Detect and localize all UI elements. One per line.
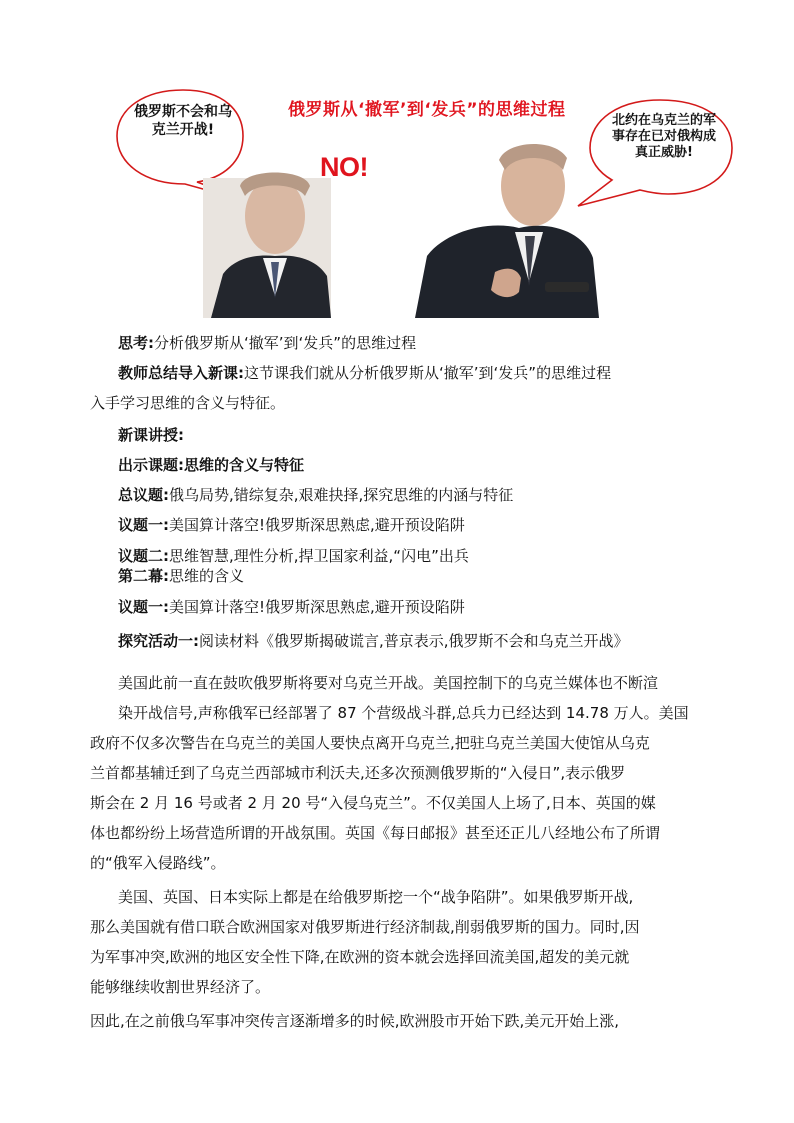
figure-title: 俄罗斯从‘撤军’到‘发兵”的思维过程 <box>288 100 566 120</box>
total-topic-line <box>118 480 718 510</box>
topic2-text: 思维智慧,理性分析,捍卫国家利益,“闪电”出兵 <box>169 547 469 565</box>
p1-line-6: 体也都纷纷上场营造所谓的开战氛围。英国《每日邮报》甚至还正儿八经地公布了所谓 <box>90 824 661 842</box>
p1-line-1: 美国此前一直在鼓吹俄罗斯将要对乌克兰开战。美国控制下的乌克兰媒体也不断渲 <box>118 674 659 692</box>
paragraph-2 <box>90 882 718 1002</box>
bubble-right-text: 北约在乌克兰的军事存在已对俄构成真正威胁! <box>611 113 716 160</box>
p1-line-3: 政府不仅多次警告在乌克兰的美国人要快点离开乌克兰,把驻乌克兰美国大使馆从乌克 <box>90 734 650 752</box>
total-topic-label: 总议题: <box>118 486 169 504</box>
show-topic-heading: 出示课题:思维的含义与特征 <box>118 456 304 474</box>
p2-line-1: 美国、英国、日本实际上都是在给俄罗斯挖一个“战争陷阱”。如果俄罗斯开战, <box>118 888 634 906</box>
topic1-line <box>118 510 718 540</box>
think-text: 分析俄罗斯从‘撤军’到‘发兵”的思维过程 <box>154 334 417 352</box>
act2-label: 第二幕: <box>118 567 169 585</box>
p1-line-7: 的“俄军入侵路线”。 <box>90 854 226 872</box>
topic1b-label: 议题一: <box>118 598 169 616</box>
p2-line-3: 为军事冲突,欧洲的地区安全性下降,在欧洲的资本就会选择回流美国,超发的美元就 <box>90 948 630 966</box>
think-label: 思考: <box>118 334 154 352</box>
lesson-section <box>118 420 718 656</box>
explore-label: 探究活动一: <box>118 632 199 650</box>
topic1-text: 美国算计落空!俄罗斯深思熟虑,避开预设陷阱 <box>169 516 465 534</box>
bubble-left-text: 俄罗斯不会和乌克兰开战! <box>134 104 232 138</box>
explore-line <box>118 626 718 656</box>
total-topic-text: 俄乌局势,错综复杂,艰难抉择,探究思维的内涵与特征 <box>169 486 514 504</box>
document-body <box>118 328 708 388</box>
topic2-line <box>118 546 718 566</box>
p1-line-4: 兰首都基辅迁到了乌克兰西部城市利沃夫,还多次预测俄罗斯的“入侵日”,表示俄罗 <box>90 764 626 782</box>
teacher-line-continued: 入手学习思维的含义与特征。 <box>90 394 286 412</box>
paragraph-3: 因此,在之前俄乌军事冲突传言逐渐增多的时候,欧洲股市开始下跌,美元开始上涨, <box>90 1012 620 1030</box>
topic1-label: 议题一: <box>118 516 169 534</box>
p2-line-2: 那么美国就有借口联合欧洲国家对俄罗斯进行经济制裁,削弱俄罗斯的国力。同时,因 <box>90 918 640 936</box>
topic1b-line <box>118 592 718 622</box>
p2-line-4: 能够继续收割世界经济了。 <box>90 978 271 996</box>
portrait-left <box>203 173 331 319</box>
topic1b-text: 美国算计落空!俄罗斯深思熟虑,避开预设陷阱 <box>169 598 465 616</box>
act2-line <box>118 566 718 586</box>
act2-text: 思维的含义 <box>169 567 245 585</box>
teacher-text: 这节课我们就从分析俄罗斯从‘撤军’到‘发兵”的思维过程 <box>244 364 612 382</box>
new-lesson-heading: 新课讲授: <box>118 426 184 444</box>
p1-line-2: 染开战信号,声称俄军已经部署了 87 个营级战斗群,总兵力已经达到 14.78 万人。美国 <box>118 704 689 722</box>
paragraph-1 <box>90 668 718 878</box>
think-line <box>118 328 708 358</box>
explore-text: 阅读材料《俄罗斯揭破谎言,普京表示,俄罗斯不会和乌克兰开战》 <box>199 632 629 650</box>
teacher-line <box>118 358 708 388</box>
teacher-label: 教师总结导入新课: <box>118 364 244 382</box>
no-exclamation: NO! <box>320 152 368 182</box>
p1-line-5: 斯会在 2 月 16 号或者 2 月 20 号“入侵乌克兰”。不仅美国人上场了,日本、英国的媒 <box>90 794 656 812</box>
topic2-label: 议题二: <box>118 547 169 565</box>
